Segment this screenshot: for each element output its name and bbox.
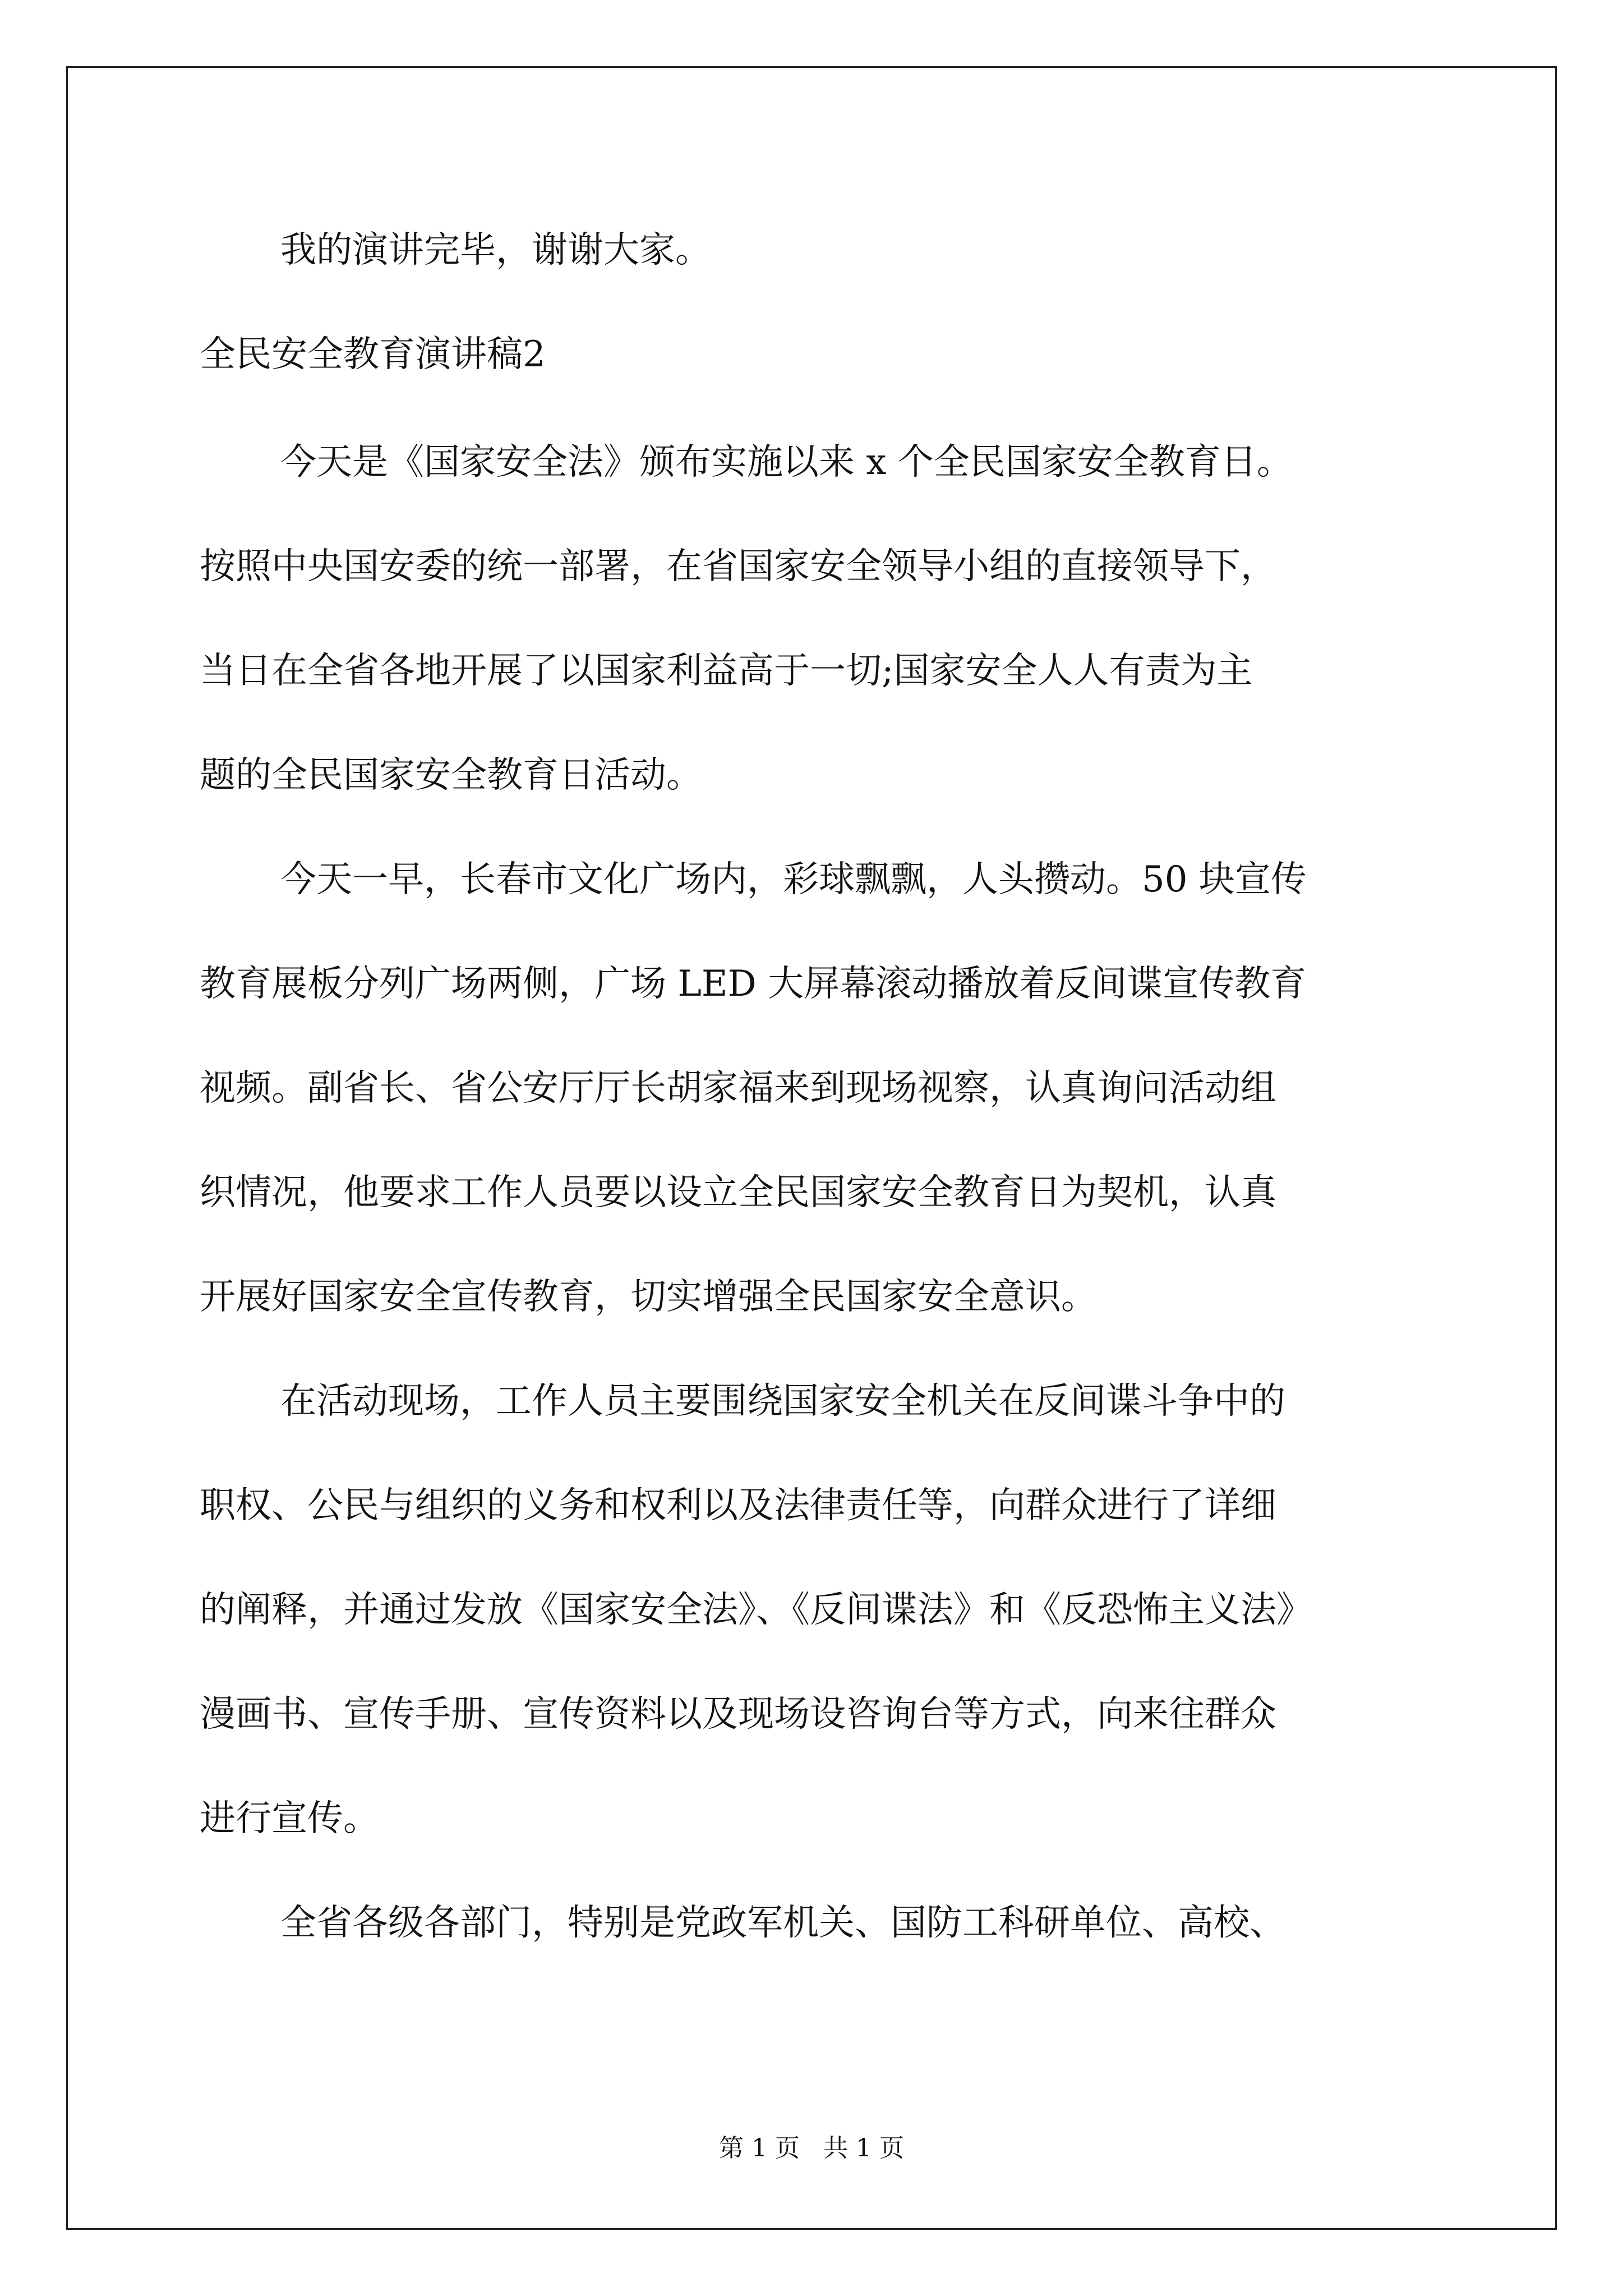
section-heading: 全民安全教育演讲稿2 (200, 334, 546, 375)
text-line: 进行宣传。 (200, 1798, 379, 1839)
text-line: 当日在全省各地开展了以国家利益高于一切;国家安全人人有责为主 (200, 650, 1253, 692)
text-line: 职权、公民与组织的义务和权利以及法律责任等，向群众进行了详细 (200, 1485, 1276, 1526)
text-line: 视频。副省长、省公安厅厅长胡家福来到现场视察，认真询问活动组 (200, 1068, 1276, 1109)
text-line: 在活动现场，工作人员主要围绕国家安全机关在反间谍斗争中的 (280, 1381, 1285, 1422)
text-line: 按照中央国安委的统一部署，在省国家安全领导小组的直接领导下， (200, 546, 1276, 587)
text-line: 题的全民国家安全教育日活动。 (200, 754, 702, 796)
text-line: 织情况，他要求工作人员要以设立全民国家安全教育日为契机，认真 (200, 1172, 1276, 1213)
text-line: 我的演讲完毕，谢谢大家。 (280, 229, 711, 271)
text-line: 开展好国家安全宣传教育，切实增强全民国家安全意识。 (200, 1276, 1097, 1318)
text-line: 今天一早，长春市文化广场内，彩球飘飘，人头攒动。50 块宣传 (280, 859, 1307, 900)
text-line: 的阐释，并通过发放《国家安全法》、《反间谍法》和《反恐怖主义法》 (200, 1589, 1312, 1631)
text-line: 教育展板分列广场两侧，广场 LED 大屏幕滚动播放着反间谍宣传教育 (200, 963, 1307, 1005)
text-line: 全省各级各部门，特别是党政军机关、国防工科研单位、高校、 (280, 1902, 1285, 1944)
text-line: 今天是《国家安全法》颁布实施以来 x 个全民国家安全教育日。 (280, 441, 1293, 483)
text-line: 漫画书、宣传手册、宣传资料以及现场设咨询台等方式，向来往群众 (200, 1694, 1276, 1735)
page-number-footer: 第 1 页 共 1 页 (719, 2134, 904, 2162)
